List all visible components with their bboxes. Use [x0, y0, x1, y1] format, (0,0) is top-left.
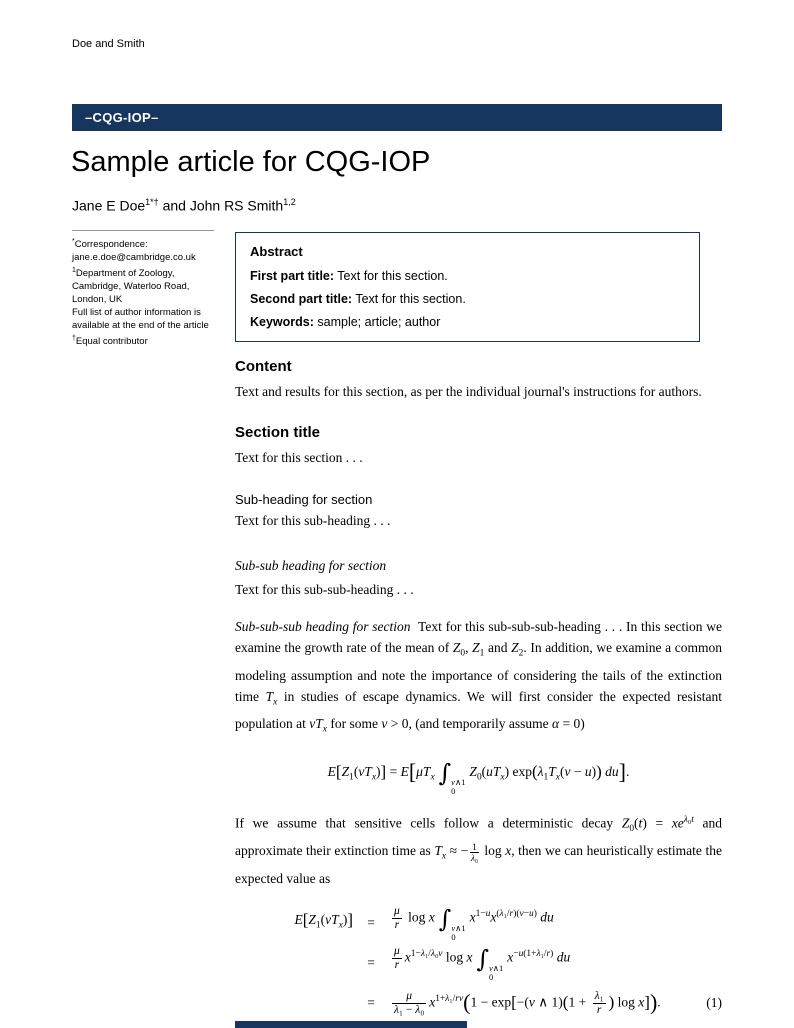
section-paragraph: Text for this section . . . — [235, 450, 363, 465]
article-title: Sample article for CQG-IOP — [71, 146, 431, 178]
footnote-rule — [72, 230, 214, 231]
correspondence-block — [72, 230, 214, 348]
equation-row — [235, 903, 722, 943]
equation-rhs: $\frac{\mu}{\text{λ₁ − λ₀}}$ $x^{1+\lambda_1/rv}(1 - \exp[-(v$ ∧ 1)(1 + $\frac{\text{λ₁}}{r}$ ) log x]). — [394, 989, 661, 1016]
abstract-second-label: Second part title: — [250, 292, 353, 306]
equal-contributor-note: †Equal contributor — [72, 335, 148, 348]
author-info-note: Full list of author information is — [72, 307, 201, 319]
equals-sign: = — [367, 915, 375, 931]
equation-rhs: $\frac{\mu}{r}$ $x^{1-\lambda_1/\lambda_0v}$ log x ∫ v∧1 0 $x^{-u(1+\lambda_1/r)}$ du — [394, 944, 571, 982]
equation-rhs: $\frac{\mu}{r}$ log x ∫ v∧1 0 $x^{1-u}x^{(\lambda_1/r)(v-u)}$ du — [394, 904, 554, 942]
abstract-second-text: Text for this section. — [352, 292, 466, 306]
equation-row — [235, 943, 722, 983]
subsection-heading: Sub-heading for section — [235, 492, 373, 507]
journal-banner — [72, 104, 722, 131]
display-equation: $E[Z_1(vT_x)] = E[\mu T_x$ ∫ v∧1 0 $Z_0(uT_x) \exp(\lambda_1T_x(v - u))$ du]. — [327, 759, 630, 797]
keywords-text: sample; article; author — [313, 315, 441, 329]
footer-bar — [235, 1021, 467, 1028]
affiliation-line: Cambridge, Waterloo Road, — [72, 281, 190, 293]
equals-sign: = — [367, 995, 375, 1011]
subsection-paragraph: Text for this sub-heading . . . — [235, 513, 391, 528]
abstract-first-text: Text for this section. — [334, 269, 448, 283]
main-content — [235, 354, 722, 1023]
equation-row — [235, 983, 722, 1023]
estimate-paragraph: If we assume that sensitive cells follow a deterministic decay $Z_0(t) = xe^{\lambda_0t}$ and approximate their extinction time as $T_x$ ≈ − $\frac{1}{\text{λ₀}}$ log x, then we can heuristically estimate the expected value as — [235, 815, 722, 886]
correspondence-label: *Correspondence: — [72, 238, 148, 251]
equation-lhs: $E[Z_1(vT_x)]$ — [294, 910, 353, 931]
abstract-heading: Abstract — [250, 244, 303, 259]
abstract-first-part — [250, 269, 685, 283]
keywords-label: Keywords: — [250, 315, 314, 329]
abstract-keywords — [250, 315, 685, 329]
abstract-box — [235, 232, 700, 342]
subsubsection-heading: Sub-sub heading for section — [235, 558, 387, 573]
abstract-second-part — [250, 292, 685, 306]
subsubsub-heading: Sub-sub-sub heading for section — [235, 619, 411, 634]
subsubsection-paragraph: Text for this sub-sub-heading . . . — [235, 582, 414, 597]
subsubsub-paragraph — [235, 616, 722, 741]
authors-line: Jane E Doe$^{1*\dagger}$ and John RS Smith$^{1,2}$ — [72, 197, 296, 214]
affiliation-line: London, UK — [72, 294, 123, 306]
affiliation-line: $^1$Department of Zoology, — [72, 267, 175, 280]
equals-sign: = — [367, 955, 375, 971]
equation-number: (1) — [706, 995, 722, 1011]
section-heading-content: Content — [235, 358, 292, 375]
author-info-note: available at the end of the article — [72, 320, 209, 332]
abstract-first-label: First part title: — [250, 269, 335, 283]
aligned-equations — [235, 903, 722, 1023]
journal-banner-label: –CQG-IOP– — [85, 110, 159, 125]
correspondence-email: jane.e.doe@cambridge.co.uk — [72, 252, 196, 264]
section-heading-title: Section title — [235, 424, 321, 441]
content-paragraph: Text and results for this section, as per the individual journal's instructions for authors. — [235, 384, 702, 399]
subsubsub-text: Text for this sub-sub-sub-heading . . . In this section we examine the growth rate of the mean of $Z_0$, $Z_1$ and $Z_2$. In addition, we examine a common modeling assumption and note the importance of considering the tails of the extinction time $T_x$ in studies of escape dynamics. We will first consider the expected resistant population at $vT_x$ for some v > 0, (and temporarily assume α = 0) — [235, 619, 722, 736]
running-header: Doe and Smith — [72, 38, 145, 50]
